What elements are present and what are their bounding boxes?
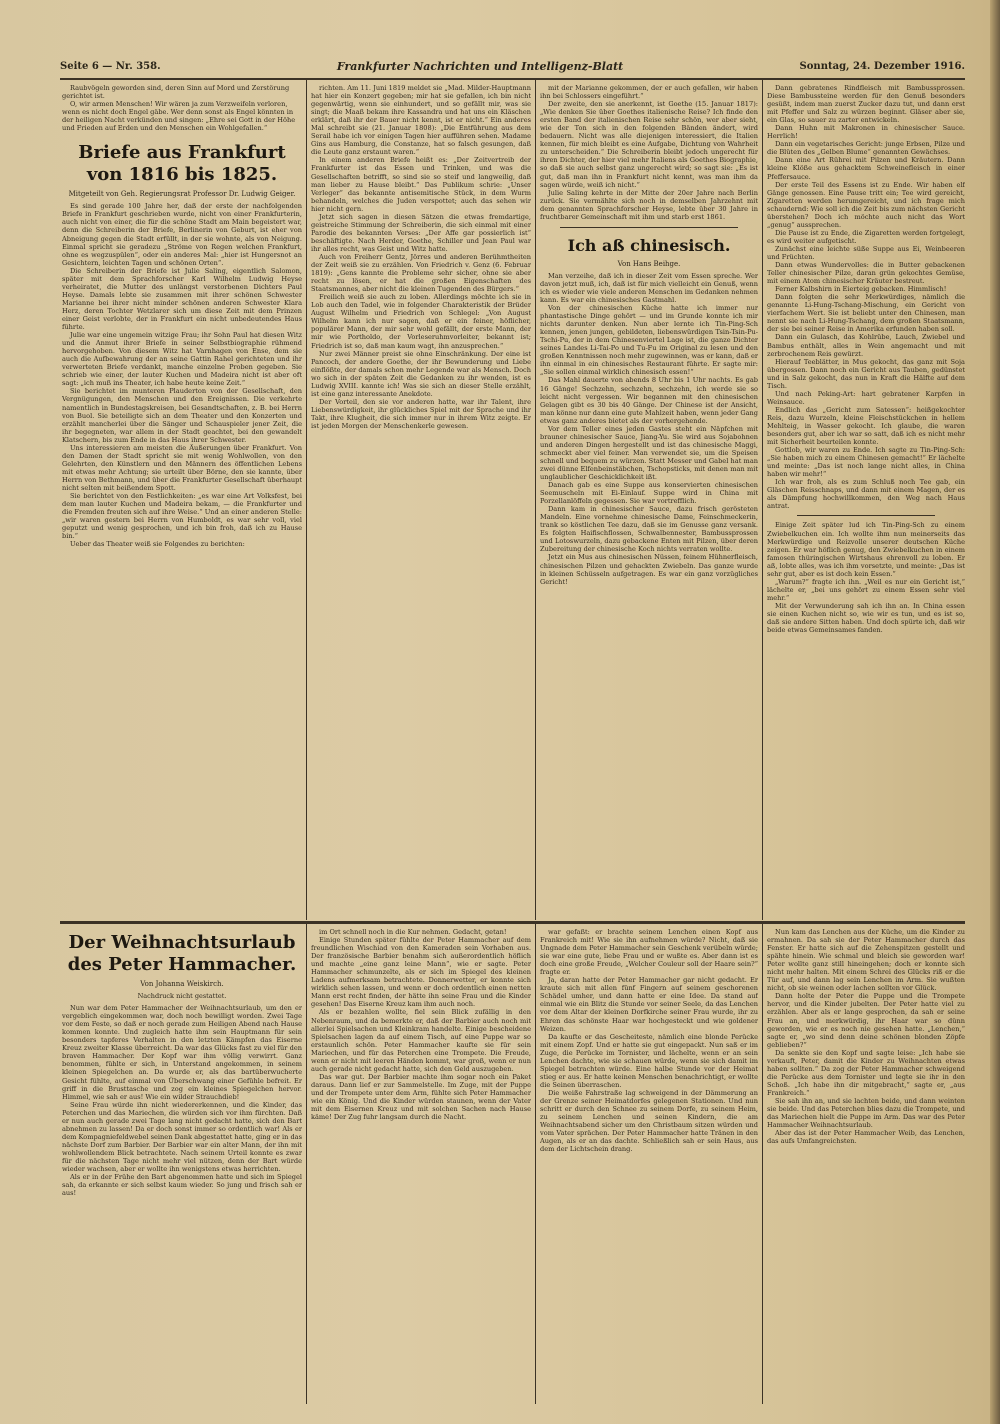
paragraph: Sie sah ihn an, und sie lachten beide, und dann weinten sie beide. Und das Peterchen blies dazu die Trompete, und das Mariechen hielt die Puppe im Arm. Das war des Peter Hammacher Weihnachtsurlaub. [767, 1096, 965, 1130]
paragraph: „Warum?“ fragte ich ihn. „Weil es nur ein Gericht ist,“ lächelte er, „bei uns gehört zu einem Essen sehr viel mehr.“ [767, 577, 965, 602]
paragraph: Jetzt ein Mus aus chinesischen Nüssen, feinem Hühnerfleisch, chinesischen Pilzen und gehackten Zwiebeln. Das ganze wurde in kleinen Schüsseln aufgetragen. Es war ein ganz vorzügliches Gericht! [540, 553, 758, 586]
paragraph: Dann holte der Peter die Puppe und die Trompete hervor, und die Kinder jubelten. Der Peter hatte viel zu erzählen. Aber als er lange gesprochen, da sah er seine Frau an, und merkwürdig, ihr Haar war so dünn geworden, wie er es noch nie gesehen hatte. „Lenchen,“ sagte er, „wo sind denn deine schönen blonden Zöpfe geblieben?“ [767, 992, 965, 1049]
paragraph: Die Schreiberin der Briefe ist Julie Saling, eigentlich Salomon, später mit dem Sprachforscher Karl Wilhelm Ludwig Heyse verheiratet, die Mutter des unlängst verstorbenen Dichters Paul Heyse. Damals lebte sie zusammen mit ihrer schönen Schwester Marianne bei ihrer nicht minder schönen anderen Schwester Klara Herz, deren Tochter Wetzlarer sich um diese Zeit mit dem Prinzen einer Geist verlobte, der in Frankfurt ein nicht unbedeutendes Haus führte. [62, 266, 302, 332]
paragraph: Mit der Verwunderung sah ich ihn an. In China essen sie einen Kuchen nicht so, wie wir es tun, und es ist so, daß sie andere Sitten haben. Und doch spürte ich, daß wir beide etwas Gemeinsames fanden. [767, 601, 965, 635]
article-separator [797, 515, 935, 516]
column-divider [306, 80, 307, 920]
story-headline: Der Weihnachtsurlaub des Peter Hammacher. [67, 932, 297, 975]
reprint-note: Nachdruck nicht gestattet. [137, 992, 227, 1001]
masthead: Frankfurter Nachrichten und Intelligenz-Blatt [336, 59, 624, 73]
paragraph: Dann gebratenes Rindfleisch mit Bambussprossen. Diese Bambussteine werden für den Genuß besonders gesüßt, indem man zuerst Zucker dazu tut, und dann erst mit Pfeffer und Salz zu würzen beginnt. Gläser aber sie, ein Glas, so sauer zu zarter entwickeln. [767, 84, 965, 125]
paragraph: Dann etwas Wundervolles: die in Butter gebackenen Teller chinesischer Pilze, daran grün gekochtes Gemüse, mit einem Atom chinesischer Kräuter bestreut. [767, 261, 965, 286]
paragraph: Dann ein Gulasch, das Kohlrübe, Lauch, Zwiebel und Bambus enthält, alles in Wein angemacht und mit zerbrochenem Reis gewürzt. [767, 333, 965, 358]
paragraph: Das war gut. Der Barbier machte ihm sogar noch ein Paket daraus. Dann lief er zur Sammelstelle. Im Zuge, mit der Puppe und der Trompete unter dem Arm, fühlte sich Peter Hammacher wie ein König. Und die Kinder würden staunen, wenn der Vater mit dem Eisernen Kreuz und mit solchen Sachen nach Hause käme! Der Zug fuhr langsam durch die Nacht. [311, 1072, 531, 1122]
date-line: Sonntag, 24. Dezember 1916. [799, 60, 965, 72]
column-divider [762, 924, 763, 1404]
paragraph: Und nach Peking-Art: hart gebratener Karpfen in Weinsauce. [767, 389, 965, 406]
paragraph: Gottlob, wir waren zu Ende. Ich sagte zu Tin-Ping-Sch: „Sie haben mich zu einem Chinesen gemacht!“ Er lächelte und meinte: „Das ist noch lange nicht alles, in China haben wir mehr!“ [767, 446, 965, 479]
column-1 [62, 84, 302, 916]
article-headline: Ich aß chinesisch. [567, 235, 731, 255]
paragraph: Der Vorteil, den sie vor anderen hatte, war ihr Talent, ihre Liebenswürdigkeit, ihr glückliches Spiel mit der Sprache und ihr Takt, ihre Klugheit, die sich immer nur in ihrem Witz zeigte. Er ist jeden Morgen der Menschenkerle gewesen. [311, 397, 531, 430]
paragraph: mit der Marianne gekommen, der er auch gefallen, wir haben ihn bei Schlossers eingeführt.“ [540, 84, 758, 101]
paragraph: Freilich weiß sie auch zu loben. Allerdings möchte ich sie in Lob auch den Tadel, wie in folgender Charakteristik der Brüder August Wilhelm und Friedrich von Schlegel: „Von August Wilhelm kann ich nur sagen, daß er ein feiner, höflicher, populärer Mann, der mir sehr wohl gefällt, der erste Mann, der mir wie Portholdo, der Vorleseruhmvorleiter, bekannt ist; Friedrich ist so, daß man kaum wagt, ihn anzusprechen.“ [311, 293, 531, 350]
paragraph: Seine Frau würde ihn nicht wiedererkennen, und die Kinder, das Peterchen und das Mariechen, die würden sich vor ihm fürchten. Daß er nun auch gerade zwei Tage lang nicht gedacht hatte, sich den Bart abnehmen zu lassen! Da er doch sonst immer so ordentlich war! Als er dem Kompagniefeldwebel seinen Dank abgestattet hatte, ging er in das nächste Dorf zum Barbier. Der Barbier war ein alter Mann, der ihn mit wohlwollendem Blick betrachtete. Nach seinem Urteil konnte es zwar für die nächsten Tage nicht mehr viel nützen, denn der Bart würde wieder wachsen, aber er wollte ihn wenigstens etwas herrichten. [62, 1100, 302, 1174]
paragraph: Nun war dem Peter Hammacher der Weihnachtsurlaub, um den er vergeblich eingekommen war, doch noch bewilligt worden. Zwei Tage vor dem Feste, so daß er noch gerade zum Heiligen Abend nach Hause kommen konnte. Und zugleich hatte ihm sein Hauptmann für sein besonders tapferes Verhalten in den letzten Kämpfen das Eiserne Kreuz zweiter Klasse überreicht. Da war das Glücks fast zu viel für den braven Hammacher. Der Kopf war ihm völlig verwirrt. Ganz benommen, fühlte er sich, in Unterstand angekommen, in seinem kleinen Spiegelchen an. Da wurde er, als das bartüberwucherte Gesicht fühlte, auf einmal von Überschwang einer Gefühle befreit. Er griff in die Brusttasche und zog ein kleines Spiegelchen hervor. Himmel, wie sah er aus! Wie ein wilder Strauchdieb! [62, 1004, 302, 1101]
paragraph: Da kaufte er das Gescheiteste, nämlich eine blonde Perücke mit einem Zopf. Und er hatte sie gut eingepackt. Nun saß er im Zuge, die Perücke im Tornister, und lächelte, wenn er an sein Lenchen dachte, wie sie schauen würde, wenn sie sich damit im Spiegel betrachten würde. Eine halbe Stunde vor der Heimat stieg er aus. Er hatte keinen Menschen benachrichtigt, er wollte die Seinen überraschen. [540, 1032, 758, 1089]
paragraph: Dann kam in chinesischer Sauce, dazu frisch gerösteten Mandeln. Eine vornehme chinesische Dame, Feinschmeckerin, trank so köstlichen Tee dazu, daß sie im Genusse ganz versank. Es folgten Haifischflossen, Schwalbennester, Bambussprossen und Lotoswurzeln, dazu gebackene Enten mit Pilzen, über deren Zubereitung der chinesische Koch nichts verraten wollte. [540, 505, 758, 554]
paragraph: Als er in der Frühe den Bart abgenommen hatte und sich im Spiegel sah, da erkannte er sich selbst kaum wieder. So jung und frisch sah er aus! [62, 1173, 302, 1198]
paragraph: Dann folgten die sehr Merkwürdiges, nämlich die genannte Li-Hung-Tschang-Mischung, ein Gericht von vierfachem Wert. Sie ist beliebt unter den Chinesen, man nennt sie nach Li-Hung-Tschang, dem großen Staatsmann, der sie bei seiner Reise in Amerika erfunden haben soll. [767, 293, 965, 334]
paragraph: Ueber das Theater weiß sie Folgendes zu berichten: [70, 540, 245, 549]
column-divider [535, 924, 536, 1404]
paragraph: Nun kam das Lenchen aus der Küche, um die Kinder zu ermahnen. Da sah sie der Peter Hammacher durch das Fenster. Er hatte sich auf die Zehenspitzen gestellt und spähte hinein. Wie schmal und bleich sie geworden war! Peter wollte ganz still hineingehen; doch er konnte sich nicht mehr halten. Mit einem Schrei des Glücks riß er die Tür auf, und dann lag sein Lenchen im Arm. Sie wußten nicht, ob sie weinen oder lachen sollten vor Glück. [767, 928, 965, 993]
paragraph: Aber das ist der Peter Hammacher Weib, das Lenchen, das aufs Umfangreichsten. [767, 1129, 965, 1146]
poem-ending: Raubvögeln geworden sind, deren Sinn auf Mord und Zerstörung gerichtet ist. [62, 84, 290, 101]
paragraph: Julie Saling kehrte in der Mitte der 20er Jahre nach Berlin zurück. Sie vermählte sich noch in demselben Jahrzehnt mit dem genannten Sprachforscher Heyse, lebte über 30 Jahre in fruchtbarer Gemeinschaft mit ihm und starb erst 1861. [540, 188, 758, 221]
paragraph: Es sind gerade 100 Jahre her, daß der erste der nachfolgenden Briefe in Frankfurt geschrieben wurde, nicht von einer Frankfurterin, auch nicht von einer, die für die schöne Stadt am Main begeistert war, denn die Schreiberin der Briefe, Berlinerin von Geburt, ist eher von Abneigung gegen die Stadt erfüllt, in der sie wohnte, als von Neigung. Einmal spricht sie geradezu „Ströme von Regen welchen Frankfurt, ohne es wegzuspülen“, oder ein anderes Mal: „hier ist Hungersnot an Gesichtern, leichten Tagen und schönen Orten“. [62, 202, 302, 267]
paragraph: Einige Zeit später lud ich Tin-Ping-Sch zu einem Zwiebelkuchen ein. Ich wollte ihm nun meinerseits das Merkwürdige und Reizvolle unserer deutschen Küche zeigen. Er war höflich genug, den Zwiebelkuchen in einem famosen thüringischen Wirtshaus ehrenvoll zu loben. Er aß, lobte alles, was ich ihm vorsetzte, und meinte: „Das ist sehr gut, aber es ist doch kein Essen.“ [767, 521, 965, 578]
article-separator [560, 227, 738, 228]
paragraph: im Ort schnell noch in die Kur nehmen. Gedacht, getan! [319, 928, 507, 936]
article-headline: Briefe aus Frankfurt von 1816 bis 1825. [78, 142, 286, 186]
paragraph: Da senkte sie den Kopf und sagte leise: „Ich habe sie verkauft, Peter, damit die Kinder zu Weihnachten etwas haben sollten.“ Da zog der Peter Hammacher schweigend die Perücke aus dem Tornister und legte sie ihr in den Schoß. „Ich habe ihn dir mitgebracht,“ sagte er, „aus Frankreich.“ [767, 1048, 965, 1097]
story-column-4 [767, 928, 965, 1404]
story-column-3 [540, 928, 758, 1404]
paragraph: Sie berichtet im munteren Plauderton von der Gesellschaft, den Vergnügungen, den Menschen und den Ereignissen. Die verkehrte namentlich in Bundestagskreisen, bei Gesandtschaften, z. B. bei Herrn von Buol. Sie beteiligte sich an dem Theater und den Konzerten und erzählt mancherlei über die Sänger und Schauspieler jener Zeit, die ihr begegneten, war allem in der Stadt geachtet, bei den gewandelt Klatschern, bis zum Ende in das Haus ihrer Schwester. [62, 387, 302, 444]
story-column-1 [62, 928, 302, 1404]
paragraph: Dann ein vegetarisches Gericht: junge Erbsen, Pilze und die Blüten des „Gelben Blume“ genannten Gewächses. [767, 140, 965, 157]
paragraph: Endlich das „Gericht zum Satessen“: heißgekochter Reis, dazu Wurzeln, kleine Fleischstückchen in hellem Mehlteig, in Wasser gekocht. Ich glaube, die waren besonders gut, aber ich war so satt, daß ich es nicht mehr mit Sicherheit beurteilen konnte. [767, 405, 965, 447]
paragraph: Uns interessieren am meisten die Äußerungen über Frankfurt. Von den Damen der Stadt spricht sie mit wenig Wohlwollen, von den Gelehrten, den Künstlern und den Männern des öffentlichen Lebens mit etwas mehr Achtung; sie urteilt über Börne, den sie kannte, über Herrn von Bethmann, und über die Frankfurter Gesellschaft überhaupt nicht selten mit beißendem Spott. [62, 443, 302, 492]
article-byline: Mitgeteilt von Geh. Regierungsrat Professor Dr. Ludwig Geiger. [68, 190, 296, 199]
paragraph: Hierauf Teeblätter, in Mus gekocht, das ganz mit Soja übergossen. Dann noch ein Gericht aus Tauben, gedünstet und in Salz gekocht, das nun in Kraft die Hälfte auf dem Tisch. [767, 357, 965, 390]
column-2 [311, 84, 531, 916]
paragraph: Das Mahl dauerte von abends 8 Uhr bis 1 Uhr nachts. Es gab 16 Gänge! Sechzehn, sechzehn, sechzehn, ich werde sie so leicht nicht vergessen. Wir begannen mit den chinesischen Gelagen gibt es 30 bis 40 Gänge. Der Chinese ist der Ansicht, man könne nur dann eine gute Mahlzeit haben, wenn jeder Gang etwas ganz anderes bietet als der vorhergehende. [540, 376, 758, 425]
paragraph: Dann eine Art Rührei mit Pilzen und Kräutern. Dann kleine Klöße aus gehacktem Schweinefleisch in einer Pfeffersauce. [767, 156, 965, 181]
column-divider [762, 80, 763, 920]
column-divider [535, 80, 536, 920]
paragraph: richten. Am 11. Juni 1819 meldet sie „Mad. Milder-Hauptmann hat hier ein Konzert gegeben; mir hat sie gefallen, ich bin nicht gegenwärtig, wenn sie einhundert, und so gefällt mir, was sie singt; die Maaß bekam ihre Kassandra und hat uns ein Kläschen erklärt, daß ihr der Bauer nicht kennt, ist er nicht.“ Ein anderes Mal schreibt sie (21. Januar 1808): „Die Entführung aus dem Serail habe ich vor einigen Tagen hier aufführen sehen. Madame Gins aus Hamburg, die Constanze, hat so falsch gesungen, daß die Leute ganz erstaunt waren.“ [311, 84, 531, 157]
paragraph: Einige Stunden später fühlte der Peter Hammacher auf dem freundlichen Wischiad von den Kameraden sein Vorhaben aus. Der französische Barbier benahm sich außerordentlich höflich und machte „eine ganz leine Mann“, wie er sagte. Peter Hammacher schmunzelte, als er sich im Spiegel des kleinen Ladens aufmerksam betrachtete. Donnerwetter, er konnte sich wirklich sehen lassen, und wenn er doch ordentlich einen netten Mann erst recht finden, der hätte ihn seine Frau und die Kinder gesehen! Das Eiserne Kreuz kam ihm auch noch. [311, 936, 531, 1009]
paragraph: Der zweite, den sie anerkennt, ist Goethe (15. Januar 1817): „Wie denken Sie über Goethes italienische Reise? Ich finde den ersten Band der italienischen Reise sehr schön, wer aber sieht, wie der Ton sich in den folgenden Bänden ändert, wird bedauern. Nicht was alle diejenigen interessiert, die Italien kennen, für mich bleibt es eine Aufgabe, Dichtung von Wahrheit zu unterscheiden.“ Die Schreiberin bleibt jedoch ungerecht für ihren Dichter, der hier viel mehr Italiens als Goethes Biographie, so daß sie auch selbst ganz ungerecht wird; so sagt sie: „Es ist gut, daß man ihn in Frankfurt nicht kennt, was man ihm da sagen würde, weiß ich nicht.“ [540, 100, 758, 189]
column-divider [306, 924, 307, 1404]
paragraph: Ich war froh, als es zum Schluß noch Tee gab, ein Gläschen Reisschnaps, und dann mit einem Magen, der es als Dämpfung hochwillkommen, den Weg nach Haus antrat. [767, 478, 965, 511]
page-header [60, 56, 965, 76]
paragraph: Man verzeihe, daß ich in dieser Zeit vom Essen spreche. Wer davon jetzt muß, ich, daß ist für mich vielleicht ein Genuß, wenn ich es wieder wie viele anderen Menschen im Gedanken nehmen kann. Es war ein chinesisches Gastmahl. [540, 271, 758, 304]
story-column-2 [311, 928, 531, 1404]
paragraph: Dann Huhn mit Makronen in chinesischer Sauce. Herrlich! [767, 124, 965, 141]
story-byline: Von Johanna Weiskirch. [140, 980, 224, 988]
article-byline: Von Hans Beihge. [617, 259, 681, 268]
paragraph: Zunächst eine leichte süße Suppe aus Ei, Weinbeeren und Früchten. [767, 244, 965, 261]
poem-ending: O, wir armen Menschen! Wir wären ja zum Verzweifeln verloren, wenn es nicht doch Engel gäbe. Wer denn sonst als Engel könnten in der heiligen Nacht verkünden und singen: „Ehre sei Gott in der Höhe und Frieden auf Erden und den Menschen ein Wohlgefallen.“ [62, 100, 296, 133]
paragraph: Danach gab es eine Suppe aus konservierten chinesischen Seemuscheln mit Ei-Einlauf. Suppe wird in China mit Porzellanlöffeln gegessen. Sie war vortrefflich. [540, 481, 758, 506]
header-rule [60, 78, 965, 80]
paragraph: war gefaßt: er brachte seinem Lenchen einen Kopf aus Frankreich mit! Wie sie ihn aufnehmen würde? Nicht, daß sie Ungnade dem Peter Hammacher sein Geschenk verübeln würde; sie war eine gute, liebe Frau und er wußte es. Aber dann ist es doch eine große Freude, „Welcher Couleur soll der Haare sein?“ fragte er. [540, 928, 758, 977]
paragraph: Ferner Kalbshirn in Eierteig gebacken. Himmlisch! [775, 285, 947, 294]
paragraph: In einem anderen Briefe heißt es: „Der Zeitvertreib der Frankfurter ist das Essen und Trinken, und was die Gesellschaften betrifft, so sind sie so steif und langweilig, daß man lieber zu Hause bleibt.“ Das Publikum schrie: „Unser Verleger“ das bekannte antisemitische Stück, in dem Wurm behandeln, welches die Juden verspottet; auch das sehen wir hier nicht gern. [311, 156, 531, 213]
column-3 [540, 84, 758, 916]
paragraph: Vor dem Teller eines jeden Gastes steht ein Näpfchen mit brauner chinesischer Sauce, Jiang-Yu. Sie wird aus Sojabohnen und anderen Dingen hergestellt und ist das chinesische Maggi, schmeckt aber viel feiner. Man verwendet sie, um die Speisen schnell und bequem zu würzen. Statt Messer und Gabel hat man zwei dünne Elfenbeinstäbchen, Tschopsticks, mit denen man mit unglaublicher Geschicklichkeit ißt. [540, 424, 758, 482]
paragraph: Jetzt sich sagen in diesen Sätzen die etwas fremdartige, geistreiche Stimmung der Schreiberin, die sich einmal mit einer Parodie des bekannten Verses: „Der Affe gar possierlich ist“ beschäftigte. Nach Herder, Goethe, Schiller und Jean Paul war ihr alles recht, was Geist und Witz hatte. [311, 212, 531, 253]
paragraph: Julie war eine ungemein witzige Frau; ihr Sohn Paul hat diesen Witz und die Anmut ihrer Briefe in seiner Selbstbiographie rühmend hervorgehoben. Von diesem Witz hat Varnhagen von Ense, dem sie auch die Aufbewahrung der an seine Gattin Rahel gerichteten und ihr verwerteten Briefe verdankt, manche einzelne Proben gegeben. Sie schrieb wie einer, der lauter Kuchen und Madeira nicht ist aber oft sagt: „ich muß ins Theater, ich habe heute keine Zeit.“ [62, 331, 302, 388]
paragraph: Sie berichtet von den Festlichkeiten: „es war eine Art Volksfest, bei dem man lauter Kuchen und Madeira bekam, — die Frankfurter und die Fremden freuten sich auf ihre Weise.“ Und an einer anderen Stelle: „wir waren gestern bei Herrn von Humboldt, es war sehr voll, viel geputzt und wenig gesprochen, und ich bin froh, daß ich zu Hause bin.“ [62, 492, 302, 541]
page-edge [990, 0, 1000, 1424]
paragraph: Auch von Freiherr Gentz, Jörres und anderen Berühmtheiten der Zeit weiß sie zu erzählen. Von Friedrich v. Genz (6. Februar 1819): „Gens kannte die Probleme sehr sicher, ohne sie aber recht zu lösen, er hat die großen Eigenschaften des Staatsmannes, aber nicht die kleinen Tugenden des Bürgers.“ [311, 252, 531, 294]
section-divider [60, 921, 965, 924]
paragraph: Die weiße Fahrstraße lag schweigend in der Dämmerung an der Grenze seiner Heimatdorfes gelegenen Stationen. Und nun schritt er durch den Schnee zu seinem Dorfe, zu seinem Heim, zu seinem Lenchen und seinen Kindern, die am Weihnachtsabend sicher um den Christbaum sitzen würden und vom Vater sprächen. Der Peter Hammacher hatte Tränen in den Augen, als er an das dachte. Schließlich sah er sein Haus, aus dem der Lichtschein drang. [540, 1088, 758, 1154]
paragraph: Als er bezahlen wollte, fiel sein Blick zufällig in den Nebenraum, und da bemerkte er, daß der Barbier auch noch mit allerlei Spielsachen und Kleinkram handelte. Einige bescheidene Spielsachen lagen da auf einem Tisch, auf eine Puppe war so erstaunlich schön. Peter Hammacher kaufte sie für sein Mariechen, und für das Peterchen eine Trompete. Die Freude, wenn er nicht mit leeren Händen kommt, war groß, wenn er nun auch gerade nicht gedacht hatte, sich den Geld auszugeben. [311, 1008, 531, 1073]
paragraph: Von der chinesischen Küche hatte ich immer nur phantastische Dinge gehört — und im Grunde konnte ich mir nichts darunter denken. Nun aber lernte ich Tin-Ping-Sch kennen, jenen jungen, gebildeten, liebenswürdigen Tsin-Tsin-Pu-Tschi-Pu, der in dem Chinesenviertel Lage ist, die ganze Dichter seines Landes Li-Tai-Po und Tu-Fu im Original zu lesen und den großen Kenntnissen noch mehr zugewinnen, was er kann, daß er ihn einmal in ein chinesisches Restaurant führte. Er sagte mir: „Sie sollen einmal wirklich chinesisch essen!“ [540, 304, 758, 377]
paragraph: Der erste Teil des Essens ist zu Ende. Wir haben elf Gänge genossen. Eine Pause tritt ein; Tee wird gereicht, Zigaretten werden herumgereicht, und ich frage mich schaudernd: Wie soll ich die Zeit bis zum nächsten Gericht überstehen? Doch ich möchte auch nicht das Wort „genug“ aussprechen. [767, 180, 965, 229]
paragraph: Nur zwei Männer preist sie ohne Einschränkung. Der eine ist Pancoch, der andere Goethe, der ihr Bewunderung und Liebe einflößte, der damals schon mehr Legende war als Mensch. Doch wo sich in der späten Zeit die Gedanken zu ihr wenden, ist es Ludwig XVIII. kannte ich! Was sie sich an dieser Stelle erzählt, ist eine ganz interessante Anekdote. [311, 349, 531, 398]
column-4 [767, 84, 965, 916]
paragraph: Die Pause ist zu Ende, die Zigaretten werden fortgelegt, es wird weiter aufgetischt. [767, 228, 965, 245]
page-number: Seite 6 — Nr. 358. [60, 60, 161, 72]
paragraph: Ja, daran hatte der Peter Hammacher gar nicht gedacht. Er kraute sich mit allen fünf Fingern auf seinem geschorenen Schädel umher, und dann hatte er eine Idee. Da stand auf einmal wie ein Blitz die Stunde vor seiner Seele, da das Lenchen vor dem Altar der kleinen Dorfkirche seiner Frau wurde, ihr zu Ehren das schönste Haar war hochgesteckt und wie goldener Weizen. [540, 976, 758, 1033]
